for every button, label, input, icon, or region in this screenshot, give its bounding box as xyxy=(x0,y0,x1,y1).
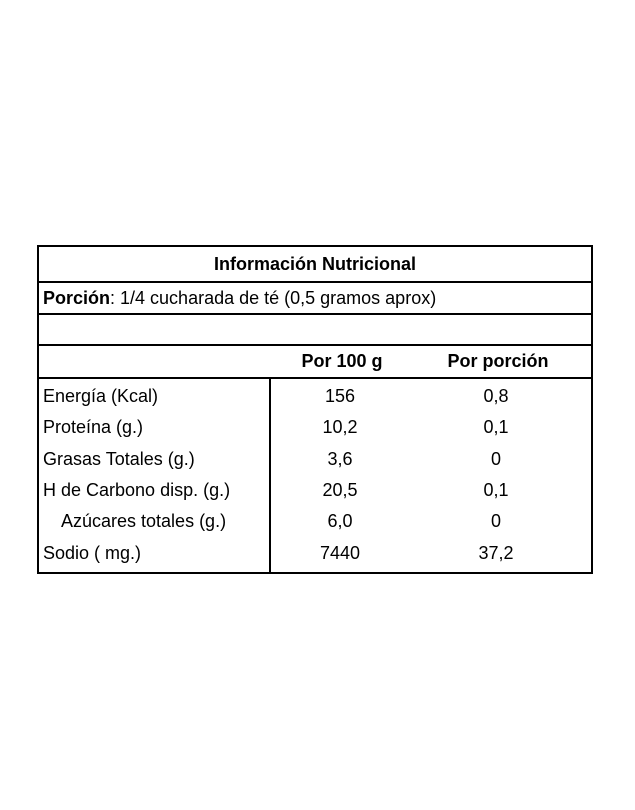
table-row xyxy=(271,444,591,475)
header-per-100g: Por 100 g xyxy=(301,351,383,371)
value-per-100g: 3,6 xyxy=(327,448,353,469)
portion-value: : 1/4 cucharada de té (0,5 gramos aprox) xyxy=(110,287,437,308)
table-row xyxy=(271,506,591,537)
value-per-100g: 10,2 xyxy=(322,417,358,438)
table-row xyxy=(271,537,591,568)
value-per-portion: 0,8 xyxy=(483,386,509,407)
table-title-row xyxy=(39,247,591,283)
table-title: Información Nutricional xyxy=(213,253,417,274)
table-row xyxy=(271,381,591,412)
row-label-sodio: Sodio ( mg.) xyxy=(43,542,142,563)
row-label-energia: Energía (Kcal) xyxy=(43,386,159,407)
values-column xyxy=(271,379,591,572)
row-label-grasas: Grasas Totales (g.) xyxy=(43,448,195,469)
table-row xyxy=(271,475,591,506)
value-per-100g: 7440 xyxy=(319,542,361,563)
row-label-azucares: Azúcares totales (g.) xyxy=(61,511,227,532)
portion-label: Porción xyxy=(43,287,111,308)
value-per-100g: 20,5 xyxy=(322,480,358,501)
value-per-100g: 156 xyxy=(324,386,356,407)
labels-column xyxy=(39,379,271,572)
value-per-100g: 6,0 xyxy=(327,511,353,532)
value-per-portion: 0 xyxy=(490,511,501,532)
row-label-proteina: Proteína (g.) xyxy=(43,417,144,438)
value-per-portion: 37,2 xyxy=(478,542,514,563)
value-per-portion: 0,1 xyxy=(483,417,509,438)
header-per-portion: Por porción xyxy=(447,351,549,371)
table-body xyxy=(39,379,591,572)
column-header-row xyxy=(39,346,591,379)
table-row xyxy=(271,412,591,443)
blank-row xyxy=(39,315,591,346)
value-per-portion: 0,1 xyxy=(483,480,509,501)
row-label-carbono: H de Carbono disp. (g.) xyxy=(43,480,231,501)
portion-row xyxy=(39,283,591,315)
nutrition-table xyxy=(37,245,593,574)
value-per-portion: 0 xyxy=(490,448,501,469)
